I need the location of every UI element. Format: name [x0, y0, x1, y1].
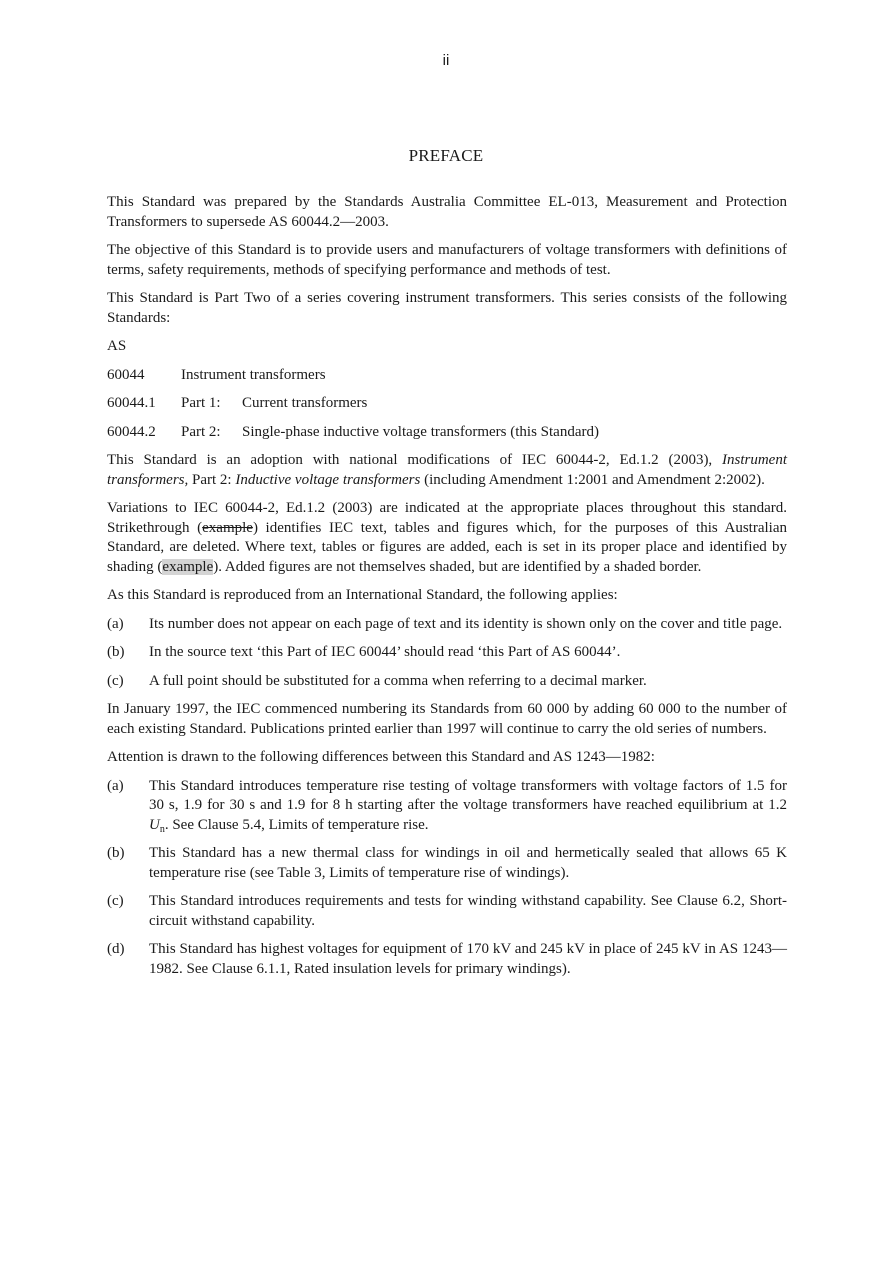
adoption-text: Part 2: [188, 471, 236, 488]
standard-row [107, 394, 787, 414]
list-label: (b) [107, 644, 125, 660]
list-item [107, 777, 787, 836]
list-text [149, 777, 787, 836]
standard-number: 60044 [107, 366, 145, 383]
adoption-italic-subtitle: Inductive voltage transformers [235, 471, 421, 488]
variations-text: ). Added figures are not themselves shaded, but are identified by a shaded border. [213, 558, 702, 575]
list-label: (c) [107, 893, 124, 909]
adoption-text: This Standard is an adoption with national modifications of IEC 60044-2, Ed.1.2 (2003), [107, 452, 722, 468]
list-text: This Standard has a new thermal class for windings in oil and hermetically sealed that allows 65 K temperature rise (see Table 3, Limits of temperature rise of windings). [149, 845, 787, 881]
strikethrough-example: example [202, 519, 253, 536]
standard-part: Part 1: [181, 395, 221, 411]
standard-number: 60044.1 [107, 395, 156, 411]
list-label: (c) [107, 672, 124, 689]
list-item [107, 892, 787, 931]
numbering-paragraph: In January 1997, the IEC commenced numbering its Standards from 60 000 by adding 60 000 to the number of each existing Standard. Publications printed earlier than 1997 will continue to carry the old series of numbers. [107, 701, 787, 737]
applies-intro: As this Standard is reproduced from an International Standard, the following applies: [107, 587, 618, 603]
difference-text: This Standard introduces temperature rise testing of voltage transformers with voltage factors of 1.5 for 30 s, 1.9 for 30 s and 1.9 for 8 h starting after the voltage transformers have reached equilibrium at 1.2 [149, 777, 787, 813]
standard-title: Instrument transformers [181, 366, 326, 383]
adoption-italic-title: Instrument transformers, [107, 452, 787, 488]
objective-paragraph: The objective of this Standard is to provide users and manufacturers of voltage transformers with definitions of terms, safety requirements, methods of specifying performance and methods of test. [107, 242, 787, 278]
list-item [107, 672, 787, 692]
standard-row [107, 366, 787, 386]
as-label: AS [107, 338, 127, 354]
standard-title: Single-phase inductive voltage transformers (this Standard) [242, 423, 599, 440]
list-label: (b) [107, 845, 125, 861]
list-item [107, 844, 787, 883]
standard-title: Current transformers [242, 395, 368, 411]
list-text: Its number does not appear on each page of text and its identity is shown only on the cover and title page. [149, 615, 783, 632]
standard-part: Part 2: [181, 423, 221, 440]
adoption-text: (including Amendment 1:2001 and Amendment 2:2002). [420, 471, 765, 488]
committee-paragraph: This Standard was prepared by the Standards Australia Committee EL-013, Measurement and Protection Transformers to supersede AS 60044.2—2003. [107, 194, 787, 230]
standard-row [107, 423, 787, 443]
difference-text: . See Clause 5.4, Limits of temperature rise. [164, 816, 429, 833]
variations-text: ) identifies IEC text, tables and figures which, for the purposes of this Australian Standard, are deleted. Where text, tables or figures are added, each is set in its proper place and identified by shading ( [107, 519, 787, 575]
list-text: In the source text ‘this Part of IEC 60044’ should read ‘this Part of AS 60044’. [149, 644, 621, 660]
voltage-symbol: U [149, 816, 160, 833]
preface-body [107, 193, 787, 988]
shaded-example: example [162, 558, 214, 575]
page-title: PREFACE [408, 146, 484, 165]
list-item [107, 643, 787, 663]
list-text: A full point should be substituted for a comma when referring to a decimal marker. [149, 672, 647, 689]
series-paragraph: This Standard is Part Two of a series covering instrument transformers. This series consists of the following Standards: [107, 290, 787, 326]
list-item [107, 940, 787, 979]
standard-number: 60044.2 [107, 423, 156, 440]
list-label: (d) [107, 941, 125, 957]
page-number: ii [442, 52, 450, 69]
variations-paragraph [107, 499, 787, 577]
list-text: This Standard introduces requirements and tests for winding withstand capability. See Clause 6.2, Short-circuit withstand capability. [149, 893, 787, 929]
list-text: This Standard has highest voltages for equipment of 170 kV and 245 kV in place of 245 kV in AS 1243—1982. See Clause 6.1.1, Rated insulation levels for primary windings). [149, 941, 787, 977]
list-label: (a) [107, 615, 124, 632]
list-label: (a) [107, 777, 124, 794]
voltage-subscript: n [159, 823, 165, 835]
list-item [107, 615, 787, 635]
adoption-paragraph [107, 451, 787, 490]
differences-intro: Attention is drawn to the following differences between this Standard and AS 1243—1982: [107, 749, 655, 765]
variations-text: Variations to IEC 60044-2, Ed.1.2 (2003) are indicated at the appropriate places throughout this standard. Strikethrough ( [107, 500, 787, 536]
